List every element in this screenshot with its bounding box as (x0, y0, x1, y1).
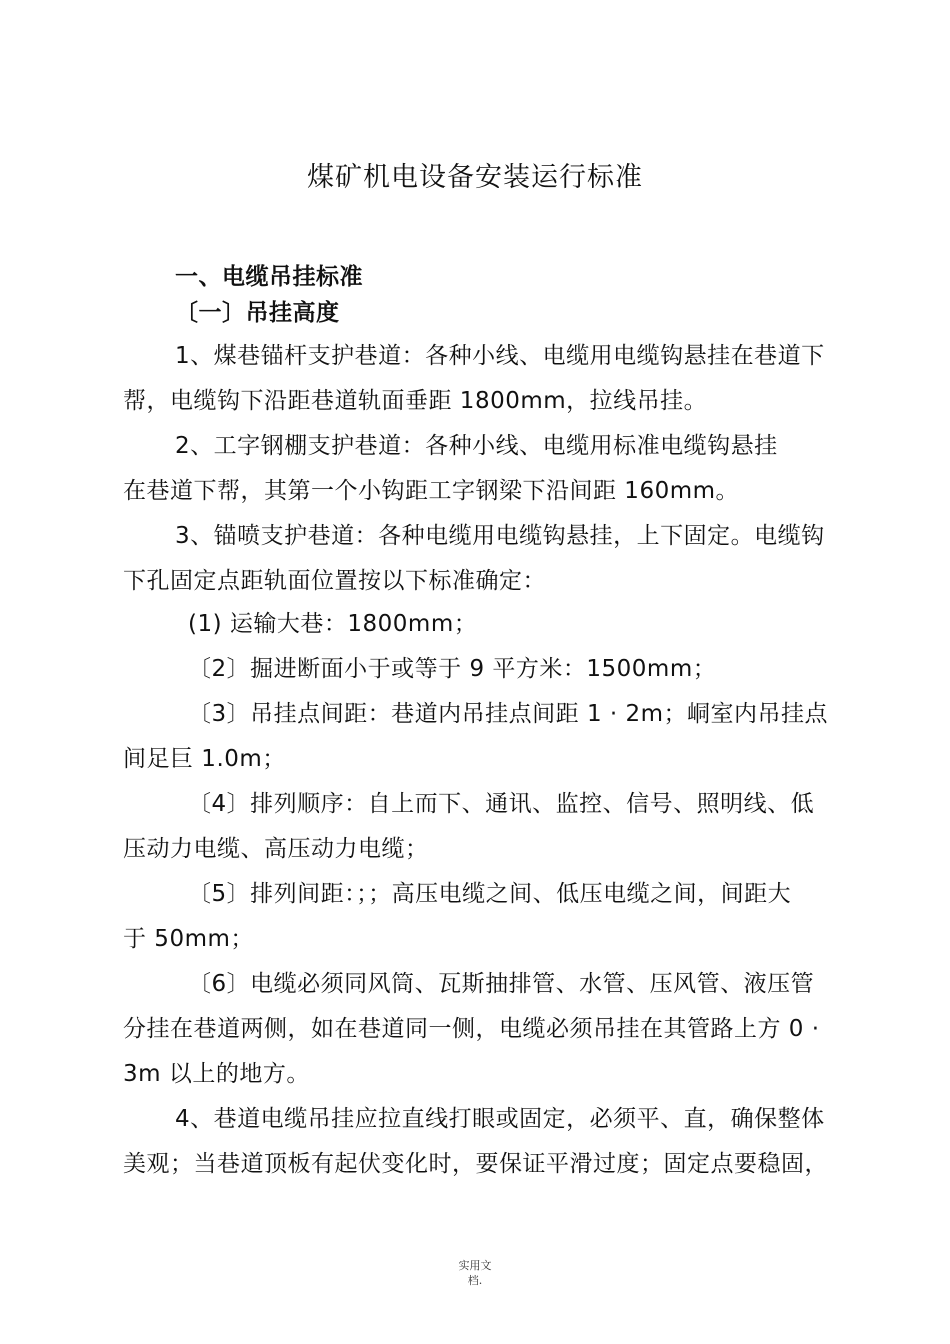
list-item: 〔4〕排列顺序：自上而下、通讯、监控、信号、照明线、低 (188, 791, 815, 817)
footer-text: 档. (467, 1274, 483, 1287)
paragraph-line: 1、煤巷锚杆支护巷道：各种小线、电缆用电缆钩悬挂在巷道下 (175, 343, 825, 369)
paragraph-line: 下孔固定点距轨面位置按以下标准确定： (123, 568, 546, 594)
document-title: 煤矿机电设备安装运行标准 (307, 162, 643, 193)
list-item: 〔5〕排列间距：；；高压电缆之间、低压电缆之间，间距大 (188, 881, 792, 907)
paragraph-line: 帮，电缆钩下沿距巷道轨面垂距 1800mm，拉线吊挂。 (123, 388, 708, 414)
paragraph-line: 美观；当巷道顶板有起伏变化时，要保证平滑过度；固定点要稳固， (123, 1151, 828, 1177)
list-item: 〔6〕电缆必须同风筒、瓦斯抽排管、水管、压风管、液压管 (188, 971, 815, 997)
list-item-continuation: 3m 以上的地方。 (123, 1061, 310, 1087)
footer-text: 实用文 (458, 1259, 492, 1272)
subsection-heading: 〔一〕吊挂高度 (175, 300, 340, 326)
paragraph-line: 3、锚喷支护巷道：各种电缆用电缆钩悬挂，上下固定。电缆钩 (175, 523, 825, 549)
list-item: (1) 运输大巷：1800mm； (188, 611, 478, 637)
paragraph-line: 2、工字钢棚支护巷道：各种小线、电缆用标准电缆钩悬挂 (175, 433, 778, 459)
list-item-continuation: 压动力电缆、高压动力电缆； (123, 836, 429, 862)
list-item: 〔3〕吊挂点间距：巷道内吊挂点间距 1 · 2m；峒室内吊挂点 (188, 701, 829, 727)
paragraph-line: 4、巷道电缆吊挂应拉直线打眼或固定，必须平、直，确保整体 (175, 1106, 825, 1132)
list-item-continuation: 分挂在巷道两侧，如在巷道同一侧，电缆必须吊挂在其管路上方 0 · (123, 1016, 820, 1042)
list-item-continuation: 于 50mm； (123, 926, 254, 952)
list-item-continuation: 间足巨 1.0m； (123, 746, 286, 772)
list-item: 〔2〕掘进断面小于或等于 9 平方米：1500mm； (188, 656, 717, 682)
section-heading: 一、电缆吊挂标准 (175, 264, 363, 290)
paragraph-line: 在巷道下帮，其第一个小钩距工字钢梁下沿间距 160mm。 (123, 478, 740, 504)
